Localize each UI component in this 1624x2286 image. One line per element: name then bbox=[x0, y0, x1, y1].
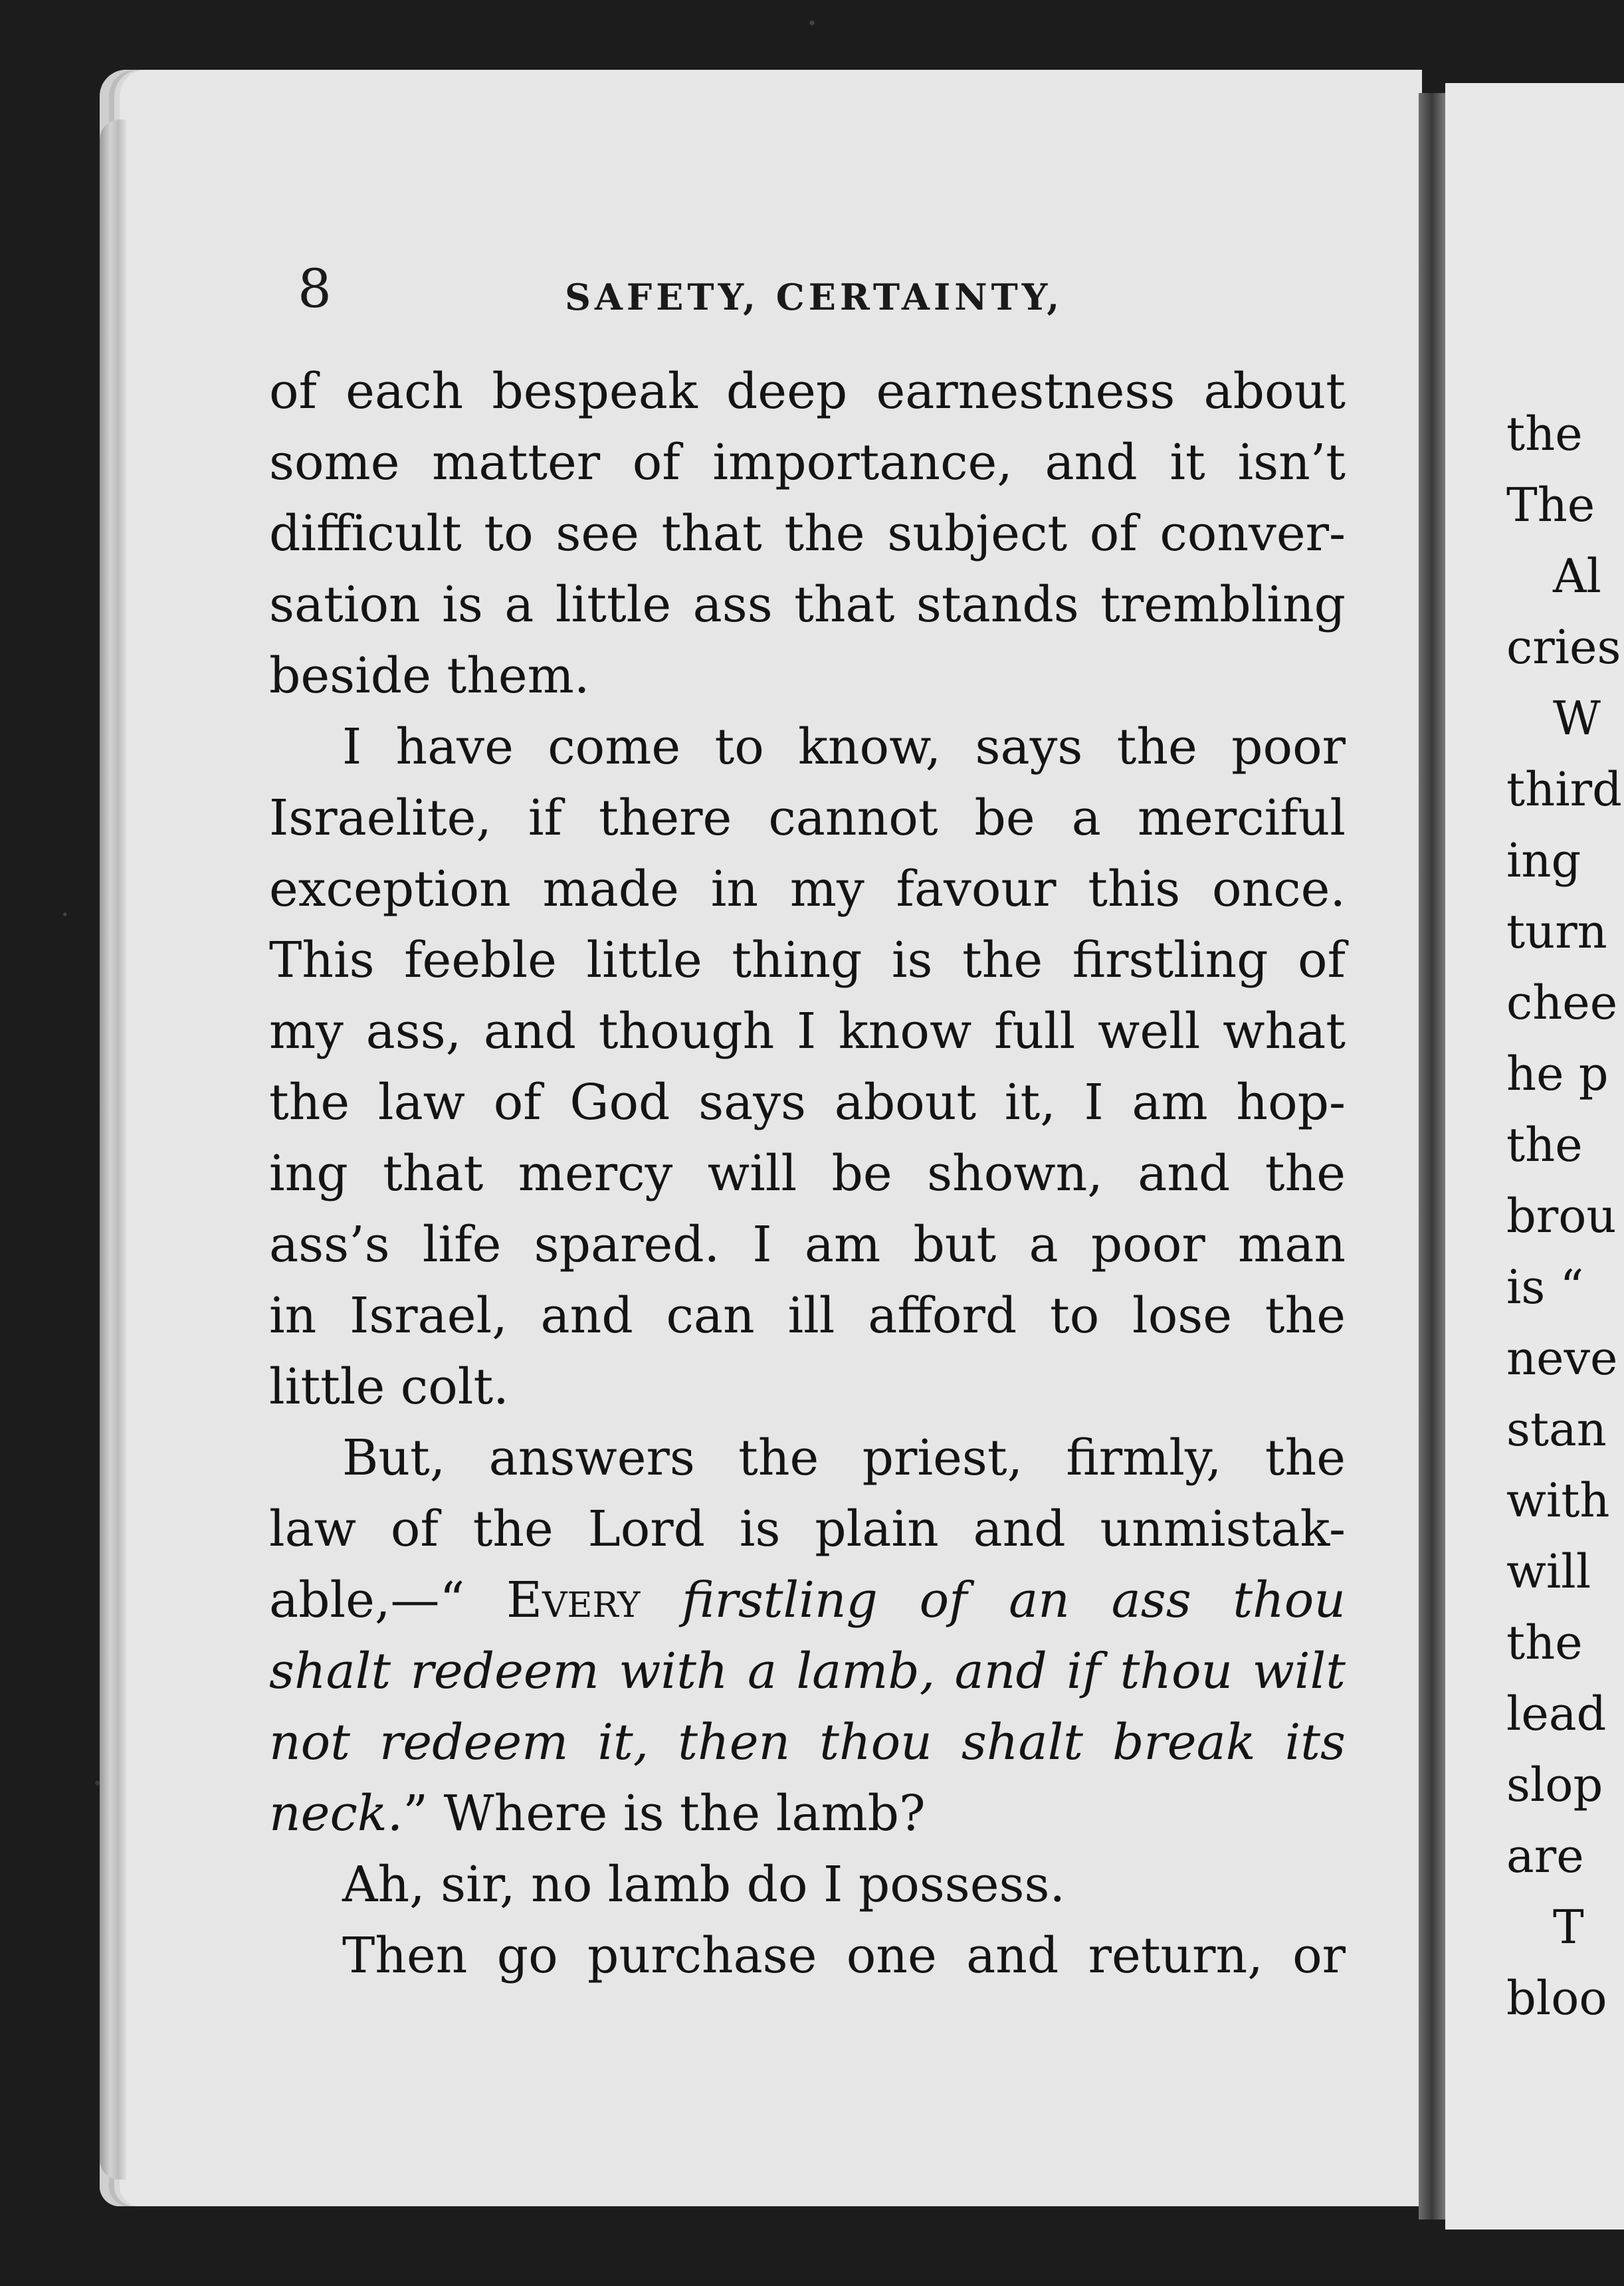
right-text-line: with bbox=[1506, 1473, 1610, 1528]
text-segment: the law of God says about it, I am hop- bbox=[269, 1074, 1346, 1131]
text-line bbox=[269, 854, 1346, 925]
right-text-line: Al bbox=[1553, 549, 1601, 603]
text-segment: of each bespeak deep earnestness about bbox=[269, 363, 1346, 420]
text-line bbox=[269, 712, 1346, 783]
right-text-line: bloo bbox=[1506, 1971, 1607, 2026]
text-segment: exception made in my favour this once. bbox=[269, 861, 1346, 918]
text-segment: my ass, and though I know full well what bbox=[269, 1003, 1346, 1060]
text-segment: shalt redeem with a lamb, and if thou wilt bbox=[269, 1643, 1346, 1700]
right-text-line: The bbox=[1506, 478, 1595, 532]
right-text-line: is “ bbox=[1506, 1260, 1584, 1314]
text-line bbox=[269, 1352, 1346, 1423]
text-segment: ” Where is the lamb? bbox=[403, 1785, 926, 1842]
right-text-line: he p bbox=[1506, 1047, 1609, 1101]
right-page bbox=[1445, 83, 1624, 2230]
text-line bbox=[269, 570, 1346, 641]
text-line bbox=[269, 1138, 1346, 1209]
right-text-line: brou bbox=[1506, 1189, 1617, 1243]
page-edge bbox=[100, 120, 126, 2180]
right-text-line: will bbox=[1506, 1544, 1591, 1599]
right-text-line: W bbox=[1553, 691, 1601, 746]
right-text-line: lead bbox=[1506, 1687, 1607, 1741]
text-segment: little colt. bbox=[269, 1358, 509, 1415]
right-text-line: third bbox=[1506, 762, 1622, 817]
text-line bbox=[269, 427, 1346, 498]
text-segment: able,—“ bbox=[269, 1572, 506, 1629]
text-segment: ass’s life spared. I am but a poor man bbox=[269, 1216, 1346, 1273]
right-text-line: the bbox=[1506, 407, 1583, 461]
right-text-line: the bbox=[1506, 1615, 1583, 1670]
text-line bbox=[269, 1778, 1346, 1849]
text-line bbox=[269, 498, 1346, 570]
right-text-line: neve bbox=[1506, 1331, 1618, 1386]
text-line bbox=[269, 1423, 1346, 1494]
text-line bbox=[269, 996, 1346, 1067]
right-page-text bbox=[1506, 399, 1622, 2034]
text-segment: I have come to know, says the poor bbox=[342, 718, 1346, 776]
right-text-line: cries bbox=[1506, 620, 1621, 675]
right-text-line: slop bbox=[1506, 1758, 1603, 1812]
right-text-line: turn bbox=[1506, 904, 1607, 959]
body-text bbox=[269, 356, 1346, 1992]
right-text-line: the bbox=[1506, 1118, 1583, 1172]
text-segment: This feeble little thing is the firstling of bbox=[269, 932, 1346, 989]
book-gutter bbox=[1419, 93, 1445, 2220]
text-segment: Every bbox=[506, 1572, 641, 1629]
text-segment: firstling of an ass thou bbox=[640, 1572, 1346, 1629]
text-line bbox=[269, 1849, 1346, 1921]
text-segment: not redeem it, then thou shalt break its bbox=[269, 1714, 1346, 1771]
text-segment: Israelite, if there cannot be a merciful bbox=[269, 789, 1346, 847]
text-segment: ing that mercy will be shown, and the bbox=[269, 1145, 1346, 1202]
text-line bbox=[269, 783, 1346, 854]
text-line bbox=[269, 1565, 1346, 1636]
text-segment: sation is a little ass that stands trembling bbox=[269, 576, 1346, 633]
right-text-line: are bbox=[1506, 1829, 1584, 1883]
text-line bbox=[269, 1067, 1346, 1138]
right-text-line: T bbox=[1553, 1900, 1584, 1954]
text-line bbox=[269, 1494, 1346, 1565]
text-line bbox=[269, 1209, 1346, 1281]
right-text-line: chee bbox=[1506, 976, 1618, 1030]
text-line bbox=[269, 1707, 1346, 1778]
text-line bbox=[269, 1921, 1346, 1992]
page-number: 8 bbox=[298, 258, 332, 320]
text-line bbox=[269, 1281, 1346, 1352]
text-line bbox=[269, 641, 1346, 712]
text-line bbox=[269, 1636, 1346, 1707]
text-segment: Ah, sir, no lamb do I possess. bbox=[342, 1856, 1065, 1913]
text-line bbox=[269, 356, 1346, 427]
text-segment: neck. bbox=[269, 1785, 403, 1842]
right-text-line: stan bbox=[1506, 1402, 1607, 1457]
text-segment: in Israel, and can ill afford to lose the bbox=[269, 1287, 1346, 1344]
right-text-line: ing bbox=[1506, 833, 1581, 888]
running-head: SAFETY, CERTAINTY, bbox=[565, 276, 1064, 318]
text-segment: some matter of importance, and it isn’t bbox=[269, 434, 1346, 491]
text-line bbox=[269, 925, 1346, 996]
text-segment: beside them. bbox=[269, 647, 590, 704]
text-segment: Then go purchase one and return, or bbox=[342, 1927, 1346, 1984]
text-segment: difficult to see that the subject of conver- bbox=[269, 505, 1346, 562]
text-segment: law of the Lord is plain and unmistak- bbox=[269, 1501, 1346, 1558]
text-segment: But, answers the priest, firmly, the bbox=[342, 1429, 1346, 1487]
